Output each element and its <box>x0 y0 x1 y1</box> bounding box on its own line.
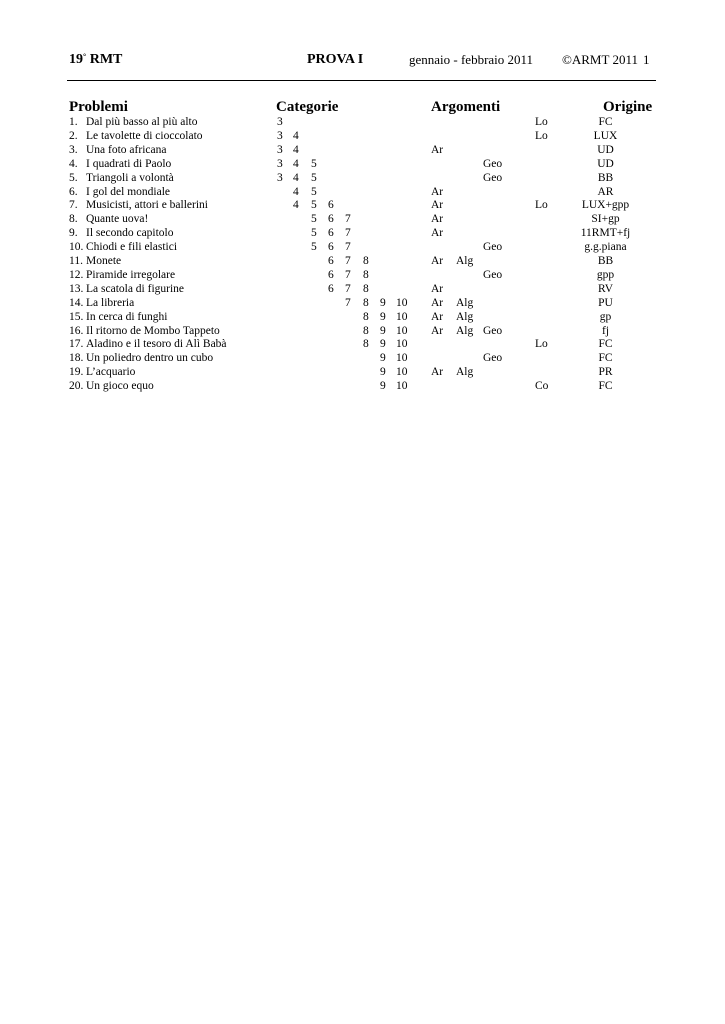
problem-title: Dal più basso al più alto <box>86 116 198 128</box>
category-cell: 6 <box>328 282 334 295</box>
category-cell: 10 <box>396 310 408 323</box>
category-cell: 9 <box>380 380 386 393</box>
category-cell: 6 <box>328 213 334 226</box>
column-header-topics: Argomenti <box>431 99 501 115</box>
table-row <box>0 143 725 157</box>
topic-ar: Ar <box>431 324 444 337</box>
problem-origin: fj <box>601 324 610 337</box>
category-cell: 4 <box>293 199 299 212</box>
table-row <box>0 282 725 296</box>
edition-number: 19 <box>69 52 83 67</box>
problem-origin: BB <box>597 171 614 184</box>
table-row <box>0 157 725 171</box>
category-cell: 8 <box>363 282 369 295</box>
topic-ar: Ar <box>431 282 444 295</box>
problem-origin: FC <box>598 380 613 393</box>
category-cell: 10 <box>396 296 408 309</box>
problem-title: Il ritorno de Mombo Tappeto <box>86 324 220 337</box>
category-cell: 8 <box>363 268 369 281</box>
problem-origin: FC <box>598 338 613 351</box>
category-cell: 3 <box>277 171 283 184</box>
category-cell: 3 <box>277 143 283 156</box>
header-divider <box>67 80 656 81</box>
topic-ar: Ar <box>431 296 444 309</box>
problem-number: 2. <box>69 129 78 142</box>
table-row <box>0 254 725 268</box>
page-number: 1 <box>643 52 650 67</box>
edition-superscript: ° <box>83 52 87 61</box>
category-cell: 7 <box>345 268 351 281</box>
category-cell: 4 <box>293 185 299 198</box>
problem-title: La scatola di figurine <box>86 282 185 295</box>
problem-origin: RV <box>597 282 614 295</box>
problem-number: 16. <box>69 324 84 337</box>
table-row <box>0 212 725 226</box>
category-cell: 8 <box>363 338 369 351</box>
category-cell: 6 <box>328 227 334 240</box>
problem-number: 1. <box>69 116 78 128</box>
problem-number: 13. <box>69 282 84 295</box>
category-cell: 8 <box>363 255 369 267</box>
topic-alg: Alg <box>456 296 474 309</box>
problem-number: 4. <box>69 157 78 170</box>
topic-ar: Ar <box>431 213 444 226</box>
category-cell: 4 <box>293 129 299 142</box>
topic-lo: Lo <box>535 116 548 128</box>
copyright: ©ARMT 2011 <box>562 52 638 67</box>
problem-origin: UD <box>597 143 614 156</box>
topic-alg: Alg <box>456 255 474 267</box>
problem-number: 7. <box>69 199 78 212</box>
topic-geo: Geo <box>483 324 503 337</box>
problem-number: 11. <box>69 255 83 267</box>
problem-origin: FC <box>598 116 613 128</box>
problem-origin: SI+gp <box>591 213 620 226</box>
category-cell: 10 <box>396 380 408 393</box>
problem-number: 9. <box>69 227 78 240</box>
category-cell: 5 <box>311 157 317 170</box>
problem-origin: AR <box>597 185 614 198</box>
category-cell: 9 <box>380 310 386 323</box>
problem-origin: FC <box>598 352 613 365</box>
problem-number: 3. <box>69 143 78 156</box>
topic-ar: Ar <box>431 310 444 323</box>
problem-title: Le tavolette di cioccolato <box>86 129 203 142</box>
topic-geo: Geo <box>483 171 503 184</box>
column-header-origin: Origine <box>603 99 653 115</box>
table-row <box>0 115 725 129</box>
problem-number: 15. <box>69 310 84 323</box>
topic-ar: Ar <box>431 227 444 240</box>
topic-ar: Ar <box>431 366 444 379</box>
topic-lo: Lo <box>535 338 548 351</box>
category-cell: 5 <box>311 199 317 212</box>
category-cell: 7 <box>345 282 351 295</box>
problem-origin: g.g.piana <box>584 241 627 254</box>
column-header-problems: Problemi <box>69 99 128 115</box>
edition-label <box>69 52 122 68</box>
problem-title: Un poliedro dentro un cubo <box>86 352 214 365</box>
topic-lo: Lo <box>535 129 548 142</box>
category-cell: 7 <box>345 255 351 267</box>
problem-number: 10. <box>69 241 84 254</box>
problem-title: Un gioco equo <box>86 380 154 393</box>
trial-period: gennaio - febbraio 2011 <box>409 52 534 67</box>
problem-number: 19. <box>69 366 84 379</box>
category-cell: 6 <box>328 199 334 212</box>
table-row <box>0 226 725 240</box>
category-cell: 3 <box>277 129 283 142</box>
table-row <box>0 337 725 351</box>
topic-geo: Geo <box>483 157 503 170</box>
category-cell: 9 <box>380 352 386 365</box>
category-cell: 5 <box>311 241 317 254</box>
category-cell: 8 <box>363 310 369 323</box>
category-cell: 8 <box>363 296 369 309</box>
category-cell: 10 <box>396 366 408 379</box>
table-row <box>0 296 725 310</box>
category-cell: 10 <box>396 324 408 337</box>
topic-geo: Geo <box>483 241 503 254</box>
category-cell: 7 <box>345 213 351 226</box>
topic-ar: Ar <box>431 185 444 198</box>
category-cell: 9 <box>380 296 386 309</box>
table-row <box>0 365 725 379</box>
column-header-categories: Categorie <box>276 99 339 115</box>
problem-origin: 11RMT+fj <box>580 227 631 240</box>
table-row <box>0 268 725 282</box>
problem-origin: BB <box>597 255 614 267</box>
topic-alg: Alg <box>456 324 474 337</box>
topic-lo: Lo <box>535 199 548 212</box>
category-cell: 6 <box>328 241 334 254</box>
problem-title: Piramide irregolare <box>86 268 176 281</box>
category-cell: 9 <box>380 338 386 351</box>
category-cell: 7 <box>345 227 351 240</box>
category-cell: 3 <box>277 116 283 128</box>
category-cell: 4 <box>293 171 299 184</box>
problem-number: 20. <box>69 380 84 393</box>
problem-origin: PU <box>598 296 613 309</box>
problem-title: Triangoli a volontà <box>86 171 174 184</box>
edition-suffix: RMT <box>89 52 123 67</box>
problem-origin: LUX+gpp <box>581 199 630 212</box>
category-cell: 7 <box>345 296 351 309</box>
problem-title: Quante uova! <box>86 213 149 226</box>
problem-origin: gpp <box>596 268 615 281</box>
problem-number: 12. <box>69 268 84 281</box>
table-row <box>0 129 725 143</box>
topic-alg: Alg <box>456 366 474 379</box>
problem-title: Aladino e il tesoro di Alì Babà <box>86 338 227 351</box>
problem-title: In cerca di funghi <box>86 310 168 323</box>
category-cell: 9 <box>380 366 386 379</box>
table-row <box>0 351 725 365</box>
topic-alg: Alg <box>456 310 474 323</box>
problem-origin: UD <box>597 157 614 170</box>
problem-origin: gp <box>599 310 612 323</box>
problem-title: I gol del mondiale <box>86 185 170 198</box>
topic-ar: Ar <box>431 255 444 267</box>
category-cell: 4 <box>293 157 299 170</box>
topic-ar: Ar <box>431 143 444 156</box>
table-row <box>0 310 725 324</box>
category-cell: 9 <box>380 324 386 337</box>
table-row <box>0 379 725 393</box>
problem-title: La libreria <box>86 296 135 309</box>
trial-title: PROVA I <box>307 52 364 67</box>
category-cell: 3 <box>277 157 283 170</box>
problem-title: Monete <box>86 255 122 267</box>
category-cell: 6 <box>328 268 334 281</box>
problem-origin: PR <box>598 366 613 379</box>
category-cell: 5 <box>311 227 317 240</box>
problem-origin: LUX <box>593 129 618 142</box>
category-cell: 6 <box>328 255 334 267</box>
problem-title: Una foto africana <box>86 143 167 156</box>
table-row <box>0 171 725 185</box>
category-cell: 10 <box>396 352 408 365</box>
problem-title: Musicisti, attori e ballerini <box>86 199 209 212</box>
category-cell: 4 <box>293 143 299 156</box>
table-row <box>0 240 725 254</box>
category-cell: 10 <box>396 338 408 351</box>
topic-geo: Geo <box>483 352 503 365</box>
table-row <box>0 324 725 338</box>
table-row <box>0 198 725 212</box>
problem-number: 5. <box>69 171 78 184</box>
problem-number: 14. <box>69 296 84 309</box>
problem-title: I quadrati di Paolo <box>86 157 172 170</box>
problem-number: 18. <box>69 352 84 365</box>
category-cell: 5 <box>311 171 317 184</box>
problem-title: Il secondo capitolo <box>86 227 174 240</box>
problem-number: 8. <box>69 213 78 226</box>
table-row <box>0 185 725 199</box>
category-cell: 5 <box>311 185 317 198</box>
topic-ar: Ar <box>431 199 444 212</box>
category-cell: 7 <box>345 241 351 254</box>
problem-number: 6. <box>69 185 78 198</box>
category-cell: 5 <box>311 213 317 226</box>
category-cell: 8 <box>363 324 369 337</box>
topic-lo: Co <box>535 380 549 393</box>
problem-number: 17. <box>69 338 84 351</box>
problem-title: L’acquario <box>86 366 136 379</box>
topic-geo: Geo <box>483 268 503 281</box>
problem-title: Chiodi e fili elastici <box>86 241 178 254</box>
